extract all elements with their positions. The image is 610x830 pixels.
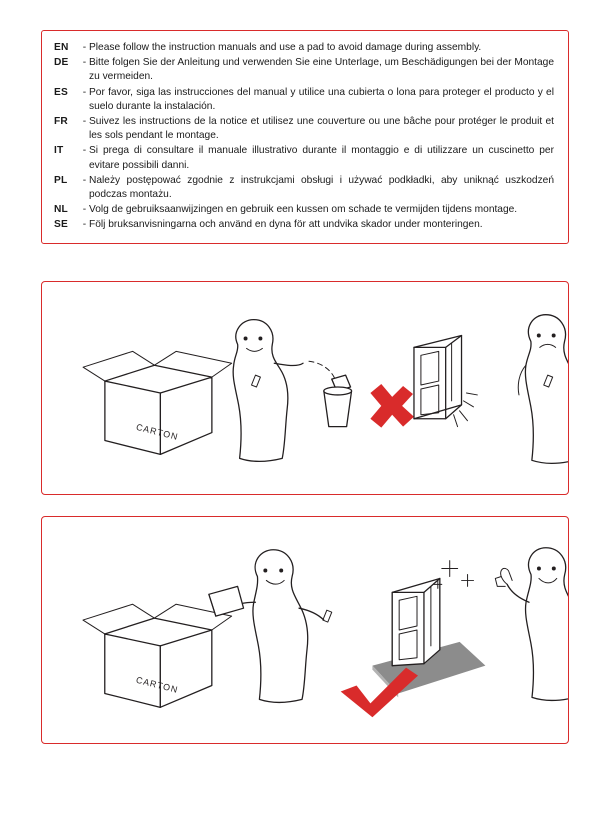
person-right-figure — [518, 315, 568, 464]
illustration-panel-correct — [41, 516, 569, 744]
instruction-row — [54, 41, 556, 55]
language-code: SE — [54, 219, 68, 231]
furniture-frame-icon — [392, 578, 440, 665]
language-dash: - — [82, 174, 87, 186]
language-code: ES — [54, 86, 68, 98]
language-dash: - — [82, 42, 87, 53]
sparkle-icon — [434, 561, 474, 589]
language-dash: - — [82, 116, 87, 128]
illustration-panel-wrong — [41, 281, 569, 495]
carton-box-icon — [83, 351, 232, 454]
language-code: DE — [54, 57, 69, 69]
language-dash: - — [82, 204, 87, 216]
language-text: Volg de gebruiksaanwijzingen en gebruik een kussen om schade te vermijden tijdens montage. — [89, 204, 518, 216]
carton-label: CARTON — [135, 674, 180, 695]
cross-mark-icon — [366, 384, 414, 494]
person-left-figure — [233, 320, 303, 462]
instruction-row — [54, 203, 556, 217]
language-code: PL — [54, 174, 68, 186]
carton-box-icon — [83, 604, 232, 707]
language-text: Si prega di consultare il manuale illustrativo durante il montaggio e di utilizzare un cuscinetto per evitare possibili danni. — [89, 145, 554, 171]
waste-bin-icon — [324, 387, 352, 427]
language-code: NL — [54, 204, 68, 216]
instruction-row — [54, 174, 556, 202]
language-text: Följ bruksanvisningarna och använd en dyna för att undvika skador under monteringen. — [89, 219, 483, 231]
person-right-figure — [495, 548, 568, 701]
instruction-row — [54, 56, 556, 84]
language-text: Suivez les instructions de la notice et utilisez une couverture ou une bâche pour protéger le produit et les sols pendant le montage. — [89, 116, 554, 142]
language-dash: - — [82, 219, 87, 231]
language-code: IT — [54, 145, 64, 157]
language-text: Por favor, siga las instrucciones del manual y utilice una cubierta o lona para proteger el producto y el suelo durante la instalación. — [89, 86, 554, 112]
language-code: EN — [54, 42, 69, 53]
language-text: Please follow the instruction manuals and use a pad to avoid damage during assembly. — [89, 42, 482, 53]
language-text: Bitte folgen Sie der Anleitung und verwenden Sie eine Unterlage, um Beschädigungen bei der Montage zu vermeiden. — [89, 57, 554, 83]
instruction-row — [54, 86, 556, 114]
instruction-row — [54, 144, 556, 172]
person-left-figure — [209, 550, 332, 703]
carton-label: CARTON — [135, 421, 180, 443]
furniture-frame-icon — [414, 335, 477, 426]
language-dash: - — [82, 57, 87, 69]
language-code: FR — [54, 116, 68, 128]
language-dash: - — [82, 145, 87, 157]
language-text: Należy postępować zgodnie z instrukcjami obsługi i używać podkładki, aby uniknąć uszkodzeń podczas montażu. — [89, 174, 554, 201]
instruction-row — [54, 115, 556, 143]
language-dash: - — [82, 86, 87, 98]
instruction-row — [54, 218, 556, 232]
discarded-pad-icon — [309, 361, 351, 391]
instruction-language-panel — [41, 30, 569, 244]
